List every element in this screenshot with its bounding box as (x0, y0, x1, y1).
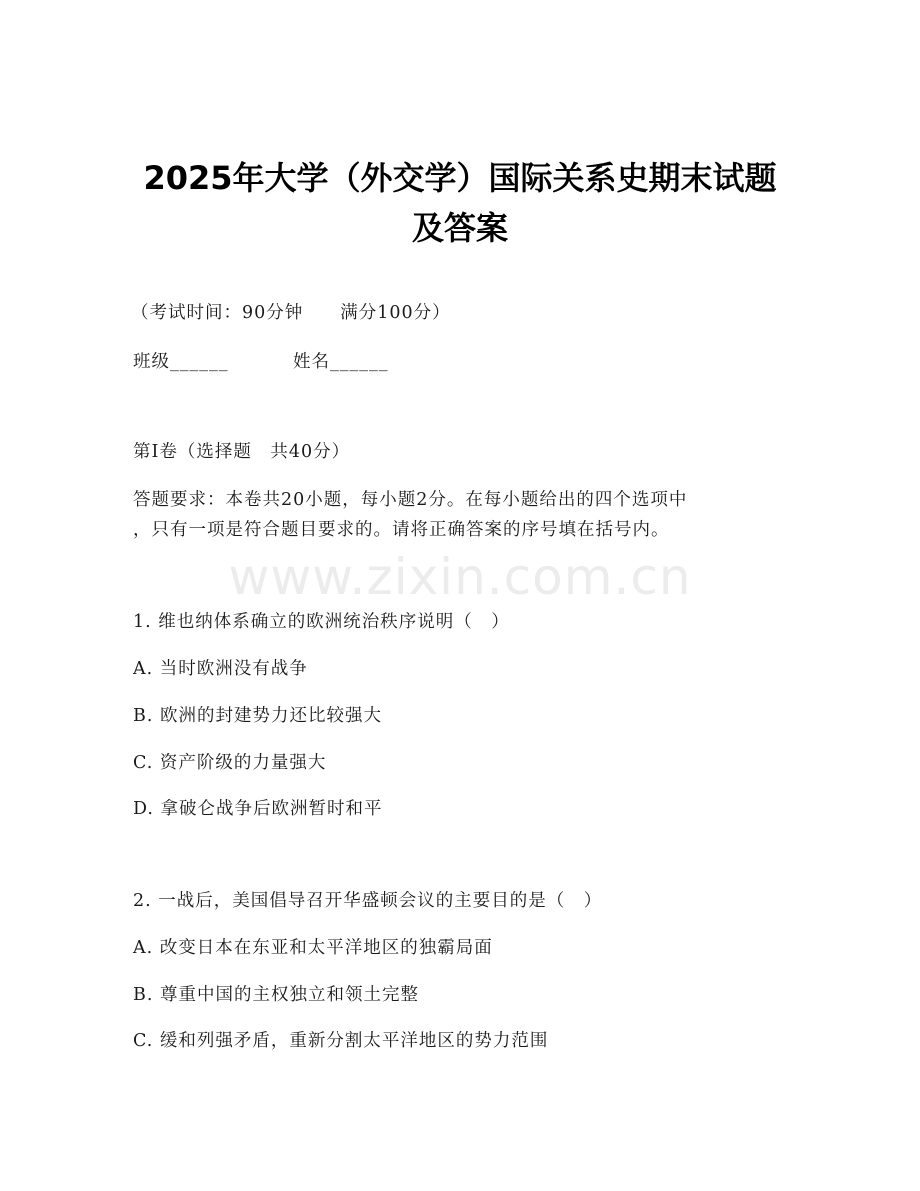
exam-info: （考试时间：90分钟 满分100分） (131, 303, 451, 323)
section-title: 第Ⅰ卷（选择题 共40分） (133, 442, 351, 462)
question-stem: 2. 一战后，美国倡导召开华盛顿会议的主要目的是（ ） (133, 891, 603, 911)
instructions-line-2: ，只有一项是符合题目要求的。请将正确答案的序号填在括号内。 (133, 520, 670, 540)
option-b: B. 欧洲的封建势力还比较强大 (133, 706, 382, 726)
option-c: C. 缓和列强矛盾，重新分割太平洋地区的势力范围 (133, 1031, 549, 1051)
option-d: D. 拿破仑战争后欧洲暂时和平 (133, 799, 383, 819)
option-a: A. 当时欧洲没有战争 (133, 659, 308, 679)
page-title-line-1: 2025年大学（外交学）国际关系史期末试题 (143, 159, 777, 197)
watermark: www.zixin.com.cn (228, 548, 692, 606)
option-c: C. 资产阶级的力量强大 (133, 753, 327, 773)
name-field-label: 姓名______ (293, 352, 389, 372)
page-title-line-2: 及答案 (411, 209, 508, 247)
option-b: B. 尊重中国的主权独立和领土完整 (133, 985, 419, 1005)
option-a: A. 改变日本在东亚和太平洋地区的独霸局面 (133, 938, 493, 958)
instructions-line-1: 答题要求：本卷共20小题，每小题2分。在每小题给出的四个选项中 (133, 490, 688, 510)
class-field-label: 班级______ (133, 352, 229, 372)
question-stem: 1. 维也纳体系确立的欧洲统治秩序说明（ ） (133, 612, 510, 632)
